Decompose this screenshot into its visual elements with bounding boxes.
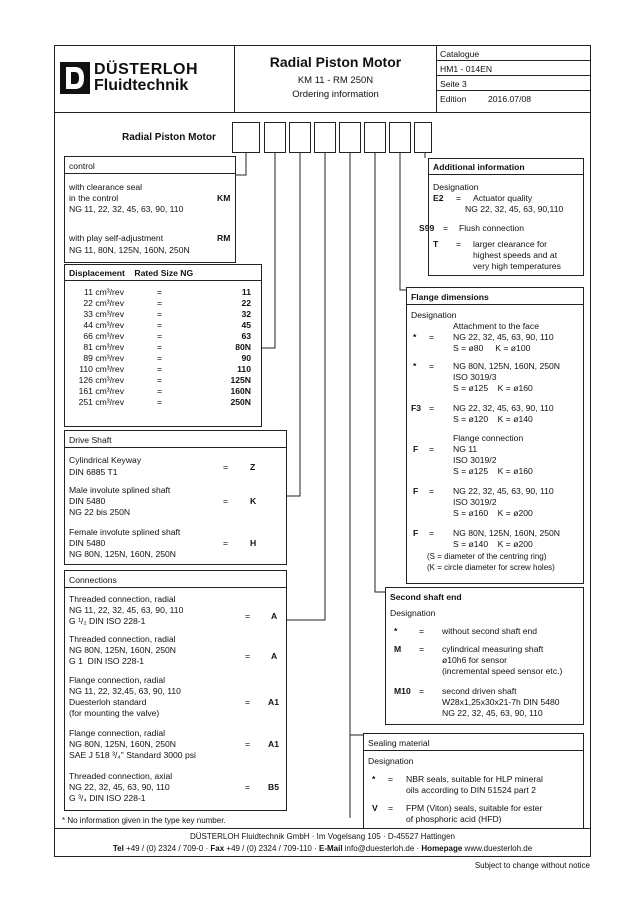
typekey-cell-4 <box>314 122 336 153</box>
conn-4-a: Flange connection, radial <box>69 728 166 738</box>
drive-shaft-panel <box>64 430 287 565</box>
flange-r3-b: S = ø120 K = ø140 <box>453 414 533 424</box>
catalogue-no: HM1 - 014EN <box>440 64 493 74</box>
control-panel <box>64 156 236 263</box>
drive-divider <box>65 447 286 448</box>
displacement-row: 44 cm³/rev = 45 <box>83 320 251 330</box>
second-shaft-s1-eq: = <box>419 626 425 636</box>
conn-4-code: A1 <box>268 739 279 749</box>
flange-r4-code: F <box>413 444 419 454</box>
logo-mark-icon <box>60 62 90 94</box>
drive-k-code: K <box>250 496 257 506</box>
flange-r1-code: * <box>413 332 417 342</box>
displacement-row: 251 cm³/rev = 250N <box>78 397 251 407</box>
typekey-cell-2 <box>264 122 286 153</box>
additional-info-panel <box>419 158 584 276</box>
flange-r6-a: NG 80N, 125N, 160N, 250N <box>453 528 561 538</box>
displacement-heading: Displacement Rated Size NG <box>69 268 194 278</box>
flange-r1-b: S = ø80 K = ø100 <box>453 343 531 353</box>
typekey-cell-5 <box>339 122 361 153</box>
sealing-n-a: NBR seals, suitable for HLP mineral <box>406 774 543 784</box>
additional-e2-eq: = <box>456 193 462 203</box>
control-km-line1: with clearance seal <box>69 182 143 192</box>
drive-h-line1: Female involute splined shaft <box>69 527 181 537</box>
page-row <box>436 78 591 91</box>
subject-to-change: Subject to change without notice <box>474 861 590 870</box>
flange-r4-head: Flange connection <box>453 433 524 443</box>
drive-z-eq: = <box>223 462 229 472</box>
flange-r5-eq: = <box>429 486 435 496</box>
second-shaft-s3-code: M10 <box>394 686 411 696</box>
flange-r1-head: Attachment to the face <box>453 321 539 331</box>
flange-note2: (K = circle diameter for screw holes) <box>427 563 555 572</box>
footer-homepage-link[interactable]: www.duesterloh.de <box>464 844 533 853</box>
conn-2-c: G 1 DIN ISO 228-1 <box>69 656 144 666</box>
control-rm-code: RM <box>217 233 231 243</box>
drive-h-line2: DIN 5480 <box>69 538 106 548</box>
additional-e2-code: E2 <box>433 193 444 203</box>
conn-5-a: Threaded connection, axial <box>69 771 173 781</box>
second-shaft-s2-a: cylindrical measuring shaft <box>442 644 544 654</box>
additional-s99-code: S99 <box>419 223 435 233</box>
edition-value: 2016.07/08 <box>488 94 532 104</box>
edition-row <box>436 93 591 105</box>
second-shaft-s2-c: (incremental speed sensor etc.) <box>442 666 563 676</box>
flange-r2-code: * <box>413 361 417 371</box>
typekey-cell-6 <box>364 122 386 153</box>
flange-r4-a: NG 11 <box>453 444 478 454</box>
displacement-row: 11 cm³/rev = 11 <box>84 287 251 297</box>
displacement-divider <box>65 280 261 281</box>
connections-panel <box>64 570 287 811</box>
displacement-panel <box>64 264 262 427</box>
footer-tel: +49 / (0) 2324 / 709-0 · <box>126 844 209 853</box>
conn-3-code: A1 <box>268 697 279 707</box>
footer-company: DÜSTERLOH Fluidtechnik GmbH · Im Vogelsang 105 · D-45527 Hattingen <box>189 832 455 841</box>
conn-5-eq: = <box>245 782 251 792</box>
sealing-heading: Sealing material <box>368 738 430 748</box>
conn-4-eq: = <box>245 739 251 749</box>
displacement-rows <box>69 287 259 427</box>
conn-2-code: A <box>271 651 278 661</box>
conn-3-d: (for mounting the valve) <box>69 708 160 718</box>
typekey-label: Radial Piston Motor <box>122 132 216 143</box>
flange-r2-b: ISO 3019/3 <box>453 372 497 382</box>
flange-r1-a: NG 22, 32, 45, 63, 90, 110 <box>453 332 554 342</box>
flange-note1: (S = diameter of the centring ring) <box>427 552 547 561</box>
typekey-cells <box>232 122 432 153</box>
second-shaft-designation: Designation <box>390 608 436 618</box>
sealing-designation: Designation <box>368 756 414 766</box>
conn-2-b: NG 80N, 125N, 160N, 250N <box>69 645 177 655</box>
control-divider <box>65 173 235 174</box>
flange-r4-c: S = ø125 K = ø160 <box>453 466 533 476</box>
flange-r4-eq: = <box>429 444 435 454</box>
displacement-row: 89 cm³/rev = 90 <box>83 353 251 363</box>
conn-3-c: Duesterloh standard <box>69 697 147 707</box>
logo-line1: DÜSTERLOH <box>94 61 199 78</box>
conn-3-eq: = <box>245 697 251 707</box>
flange-r3-eq: = <box>429 403 435 413</box>
footer-fax: +49 / (0) 2324 / 709-110 · <box>226 844 317 853</box>
second-shaft-heading: Second shaft end <box>390 592 462 602</box>
drive-h-line3: NG 80N, 125N, 160N, 250N <box>69 549 177 559</box>
logo-line2: Fluidtechnik <box>94 77 189 94</box>
edition-label: Edition <box>440 94 467 104</box>
sealing-n-code: * <box>372 774 376 784</box>
conn-2-a: Threaded connection, radial <box>69 634 176 644</box>
displacement-row: 22 cm³/rev = 22 <box>83 298 251 308</box>
drive-h-code: H <box>250 538 257 548</box>
sealing-n-eq: = <box>388 774 394 784</box>
page-subtitle2: Ordering information <box>292 89 379 100</box>
displacement-row: 110 cm³/rev = 110 <box>79 364 251 374</box>
drive-z-line1: Cylindrical Keyway <box>69 455 142 465</box>
additional-heading: Additional information <box>433 162 525 172</box>
additional-t-text1: larger clearance for <box>473 239 548 249</box>
control-rm-line2: NG 11, 80N, 125N, 160N, 250N <box>69 245 190 255</box>
conn-3-a: Flange connection, radial <box>69 675 166 685</box>
second-shaft-s3-a: second driven shaft <box>442 686 517 696</box>
second-shaft-s3-eq: = <box>419 686 425 696</box>
catalogue-block <box>436 45 591 112</box>
drive-k-eq: = <box>223 496 229 506</box>
typekey-cell-1 <box>232 122 260 153</box>
flange-r2-a: NG 80N, 125N, 160N, 250N <box>453 361 561 371</box>
footer-email[interactable]: info@duesterloh.de · <box>344 844 420 853</box>
flange-designation: Designation <box>411 310 457 320</box>
control-km-line3: NG 11, 22, 32, 45, 63, 90, 110 <box>69 204 184 214</box>
flange-r5-a: NG 22, 32, 45, 63, 90, 110 <box>453 486 554 496</box>
additional-t-text3: very high temperatures <box>473 261 561 271</box>
conn-3-b: NG 11, 22, 32,45, 63, 90, 110 <box>69 686 181 696</box>
footnote: * No information given in the type key number. <box>62 816 226 825</box>
drive-z-code: Z <box>250 462 256 472</box>
conn-1-c: G ¹/₂ DIN ISO 228-1 <box>69 616 146 626</box>
flange-r5-c: S = ø160 K = ø200 <box>453 508 533 518</box>
additional-designation: Designation <box>433 182 479 192</box>
conn-1-eq: = <box>245 611 251 621</box>
catalogue-label: Catalogue <box>440 49 480 59</box>
flange-r5-b: ISO 3019/2 <box>453 497 497 507</box>
conn-1-a: Threaded connection, radial <box>69 594 176 604</box>
second-shaft-s2-b: ø10h6 for sensor <box>442 655 507 665</box>
flange-r3-code: F3 <box>411 403 422 413</box>
catalogue-no-row <box>436 63 591 76</box>
sealing-panel <box>363 733 584 829</box>
footer-contact <box>54 844 591 854</box>
sealing-n-b: oils according to DIN 51524 part 2 <box>406 785 536 795</box>
footer-divider <box>54 828 591 829</box>
sealing-v-a: FPM (Viton) seals, suitable for ester <box>406 803 543 813</box>
sealing-v-eq: = <box>388 803 394 813</box>
flange-r6-code: F <box>413 528 419 538</box>
typekey-cell-8 <box>414 122 432 153</box>
connections-heading: Connections <box>69 575 117 585</box>
flange-r3-a: NG 22, 32, 45, 63, 90, 110 <box>453 403 554 413</box>
sealing-v-code: V <box>372 803 378 813</box>
flange-r2-c: S = ø125 K = ø160 <box>453 383 533 393</box>
flange-r4-b: ISO 3019/2 <box>453 455 497 465</box>
header-divider <box>54 112 591 113</box>
conn-4-b: NG 80N, 125N, 160N, 250N <box>69 739 177 749</box>
additional-t-eq: = <box>456 239 462 249</box>
second-shaft-s1-text: without second shaft end <box>442 626 538 636</box>
footer-home-label: Homepage <box>421 844 463 853</box>
displacement-row: 126 cm³/rev = 125N <box>78 375 251 385</box>
conn-1-b: NG 11, 22, 32, 45, 63, 90, 110 <box>69 605 184 615</box>
additional-t-text2: highest speeds and at <box>473 250 558 260</box>
connections-divider <box>65 587 286 588</box>
additional-t-code: T <box>433 239 439 249</box>
conn-5-b: NG 22, 32, 45, 63, 90, 110 <box>69 782 170 792</box>
conn-5-code: B5 <box>268 782 279 792</box>
drive-z-line2: DIN 6885 T1 <box>69 467 118 477</box>
displacement-row: 33 cm³/rev = 32 <box>83 309 251 319</box>
control-rm-line1: with play self-adjustment <box>69 233 164 243</box>
footer-tel-label: Tel <box>112 844 124 853</box>
control-km-line2: in the control <box>69 193 119 203</box>
page-number: Seite 3 <box>440 79 467 89</box>
drive-k-line2: DIN 5480 <box>69 496 106 506</box>
footer-fax-label: Fax <box>210 844 225 853</box>
conn-4-c: SAE J 518 ³/₄" Standard 3000 psi <box>69 750 196 760</box>
sealing-v-b: of phosphoric acid (HFD) <box>406 814 502 824</box>
additional-s99-eq: = <box>443 223 449 233</box>
flange-divider <box>407 304 583 305</box>
flange-r6-b: S = ø140 K = ø200 <box>453 539 533 549</box>
flange-r6-eq: = <box>429 528 435 538</box>
company-logo <box>60 60 230 96</box>
drive-k-line1: Male involute splined shaft <box>69 485 171 495</box>
second-shaft-s2-eq: = <box>419 644 425 654</box>
control-km-code: KM <box>217 193 231 203</box>
second-shaft-panel <box>385 587 584 725</box>
additional-divider <box>429 174 583 175</box>
flange-panel <box>406 287 584 584</box>
displacement-row: 66 cm³/rev = 63 <box>83 331 251 341</box>
displacement-row: 161 cm³/rev = 160N <box>78 386 251 396</box>
control-heading: control <box>69 161 95 171</box>
second-shaft-s3-b: W28x1,25x30x21-7h DIN 5480 <box>442 697 560 707</box>
additional-e2-text2: NG 22, 32, 45, 63, 90,110 <box>465 204 564 214</box>
footer-email-label: E-Mail <box>318 844 343 853</box>
conn-5-c: G ³/₄ DIN ISO 228-1 <box>69 793 146 803</box>
displacement-row: 81 cm³/rev = 80N <box>83 342 251 352</box>
sealing-divider <box>364 750 583 751</box>
page-subtitle: KM 11 - RM 250N <box>297 75 374 86</box>
flange-r1-eq: = <box>429 332 435 342</box>
page-title: Radial Piston Motor <box>269 54 402 70</box>
typekey-cell-3 <box>289 122 311 153</box>
drive-heading: Drive Shaft <box>69 435 112 445</box>
second-shaft-s3-c: NG 22, 32, 45, 63, 90, 110 <box>442 708 543 718</box>
flange-heading: Flange dimensions <box>411 292 489 302</box>
conn-1-code: A <box>271 611 278 621</box>
drive-h-eq: = <box>223 538 229 548</box>
additional-s99-text: Flush connection <box>459 223 524 233</box>
second-shaft-s2-code: M <box>394 644 402 654</box>
second-shaft-s1-code: * <box>394 626 398 636</box>
typekey-cell-7 <box>389 122 411 153</box>
conn-2-eq: = <box>245 651 251 661</box>
drive-k-line3: NG 22 bis 250N <box>69 507 131 517</box>
catalogue-row <box>436 48 591 61</box>
additional-e2-text1: Actuator quality <box>473 193 533 203</box>
flange-r5-code: F <box>413 486 419 496</box>
flange-r2-eq: = <box>429 361 435 371</box>
